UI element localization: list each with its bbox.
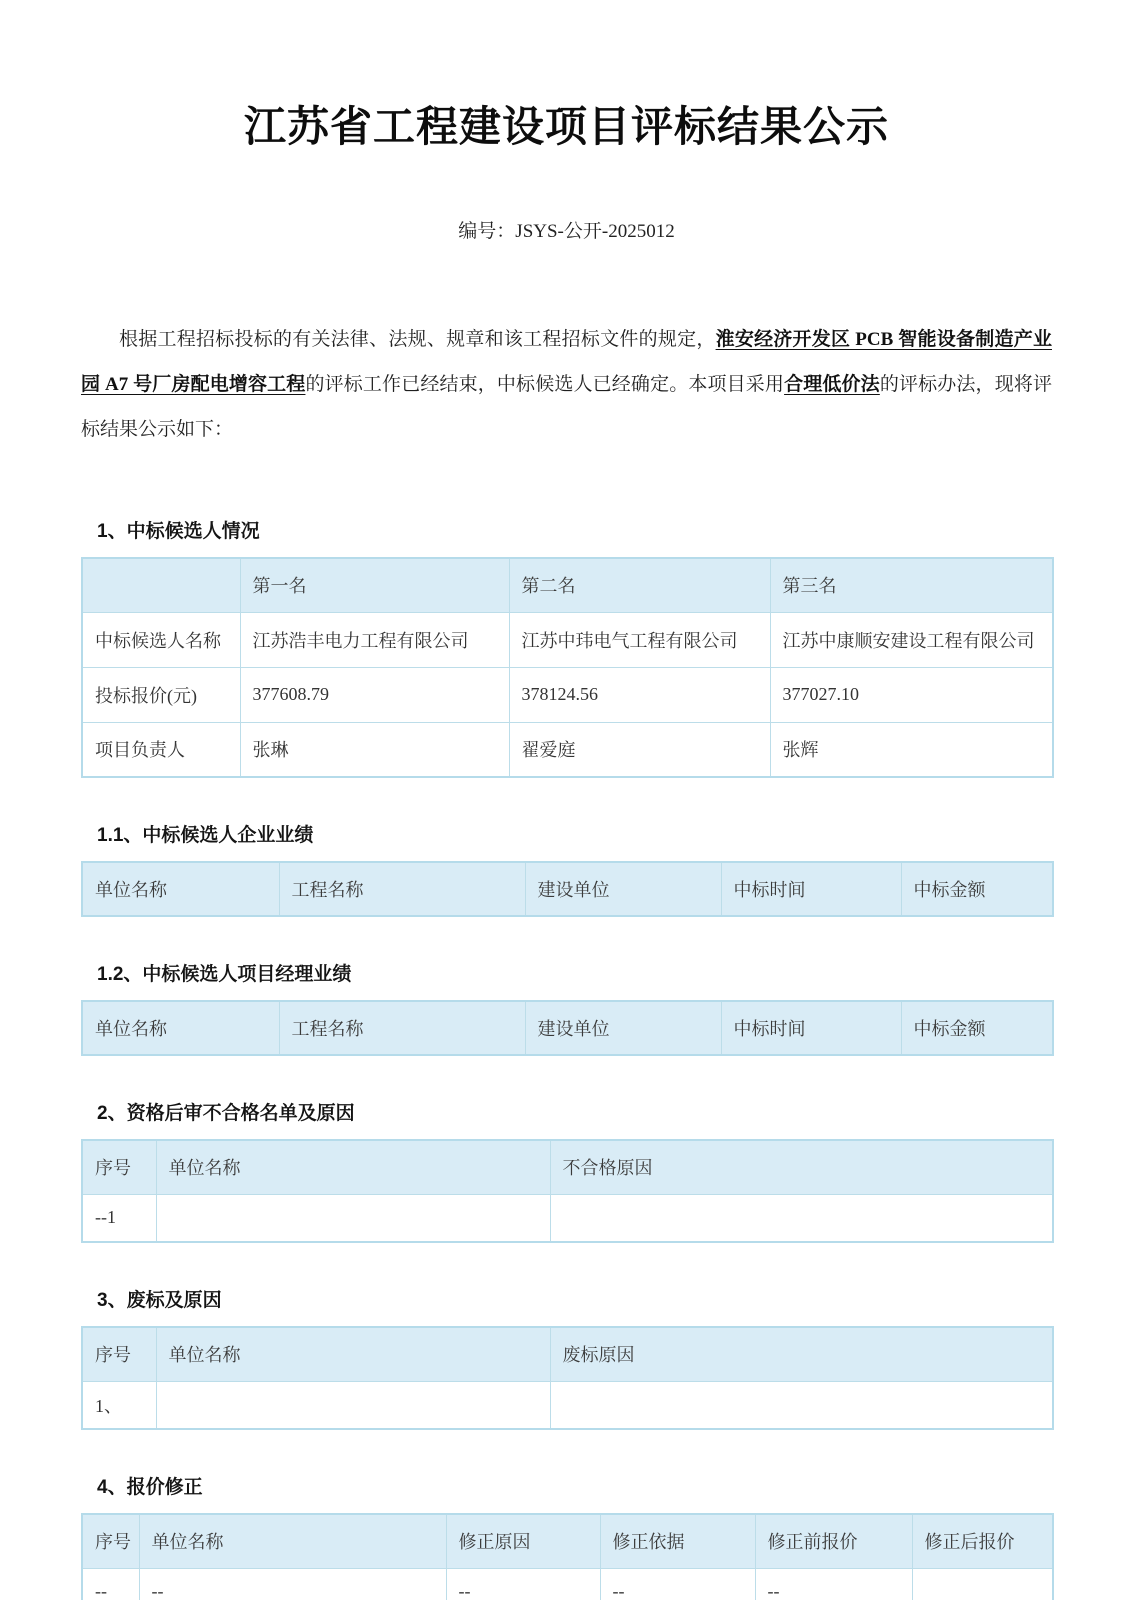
project-name-emphasis: 淮安经济开发区 PCB 智能设备制造产业园 A7 号厂房配电增容工程 [81,329,1052,395]
table-cell: -- [139,1568,446,1600]
table-cell [156,1381,550,1429]
section-1-heading: 1、中标候选人情况 [97,521,260,542]
table-header-cell: 不合格原因 [550,1140,1053,1194]
table-header-cell: 单位名称 [82,1001,279,1055]
table-cell: 377027.10 [770,667,1053,722]
table-cell: --1 [82,1194,156,1242]
disqualified-data-row [82,1194,1053,1242]
table-header-cell-rank1: 第一名 [240,558,509,612]
table-header-cell: 单位名称 [82,862,279,916]
table-cell: -- [446,1568,600,1600]
bid-price-row [82,667,1053,722]
table-header-cell: 工程名称 [279,1001,525,1055]
document-content [0,94,1131,1600]
table-header-cell: 工程名称 [279,862,525,916]
table-header-cell-rank2: 第二名 [509,558,770,612]
table-cell [912,1568,1053,1600]
table-header-cell: 中标时间 [721,1001,901,1055]
section-1-1-heading: 1.1、中标候选人企业业绩 [97,825,314,846]
candidate-name-row [82,612,1053,667]
table-header-cell: 废标原因 [550,1327,1053,1381]
table-cell [550,1194,1053,1242]
rejected-bids-table [81,1326,1054,1430]
table-cell: 江苏中玮电气工程有限公司 [509,612,770,667]
table-cell [156,1194,550,1242]
project-manager-row [82,722,1053,777]
table-header-cell: 建设单位 [525,1001,721,1055]
candidates-table [81,557,1054,778]
section-4-heading: 4、报价修正 [97,1477,203,1498]
manager-performance-header-row [82,1001,1053,1055]
table-header-cell: 序号 [82,1514,139,1568]
table-header-cell-rank3: 第三名 [770,558,1053,612]
table-header-cell: 中标时间 [721,862,901,916]
price-correction-header-row [82,1514,1053,1568]
price-correction-table [81,1513,1054,1600]
document-number: 编号：JSYS-公开-2025012 [458,221,675,242]
candidates-table-header-row [82,558,1053,612]
table-cell: 378124.56 [509,667,770,722]
intro-paragraph [81,317,1052,452]
table-cell: 张琳 [240,722,509,777]
price-correction-data-row [82,1568,1053,1600]
row-label-cell: 中标候选人名称 [82,612,240,667]
intro-text-2: 的评标工作已经结束，中标候选人已经确定。本项目采用 [305,374,785,395]
table-cell: 江苏浩丰电力工程有限公司 [240,612,509,667]
section-2-heading: 2、资格后审不合格名单及原因 [97,1103,355,1124]
table-header-cell: 单位名称 [156,1140,550,1194]
rejected-bids-header-row [82,1327,1053,1381]
row-label-cell: 项目负责人 [82,722,240,777]
table-header-cell: 建设单位 [525,862,721,916]
section-3-heading: 3、废标及原因 [97,1290,222,1311]
table-header-cell: 单位名称 [156,1327,550,1381]
table-header-cell: 修正前报价 [755,1514,912,1568]
table-header-cell: 序号 [82,1327,156,1381]
evaluation-method-emphasis: 合理低价法 [784,374,880,395]
table-header-cell: 单位名称 [139,1514,446,1568]
table-cell: -- [82,1568,139,1600]
table-header-cell: 修正依据 [600,1514,755,1568]
document-title: 江苏省工程建设项目评标结果公示 [243,105,889,151]
table-header-cell: 中标金额 [901,1001,1053,1055]
table-header-cell: 序号 [82,1140,156,1194]
table-cell: 翟爱庭 [509,722,770,777]
table-cell: 1、 [82,1381,156,1429]
table-cell: 江苏中康顺安建设工程有限公司 [770,612,1053,667]
table-cell: -- [600,1568,755,1600]
table-header-cell [82,558,240,612]
company-performance-table [81,861,1054,917]
rejected-bids-data-row [82,1381,1053,1429]
table-header-cell: 修正后报价 [912,1514,1053,1568]
table-cell [550,1381,1053,1429]
table-header-cell: 修正原因 [446,1514,600,1568]
row-label-cell: 投标报价(元) [82,667,240,722]
table-cell: 377608.79 [240,667,509,722]
company-performance-header-row [82,862,1053,916]
table-header-cell: 中标金额 [901,862,1053,916]
disqualified-table [81,1139,1054,1243]
table-cell: -- [755,1568,912,1600]
section-1-2-heading: 1.2、中标候选人项目经理业绩 [97,964,352,985]
table-cell: 张辉 [770,722,1053,777]
disqualified-header-row [82,1140,1053,1194]
intro-text-3: 的评标办法，现将评标结果公示如下： [81,374,1052,440]
manager-performance-table [81,1000,1054,1056]
intro-text-1: 根据工程招标投标的有关法律、法规、规章和该工程招标文件的规定， [119,329,716,350]
